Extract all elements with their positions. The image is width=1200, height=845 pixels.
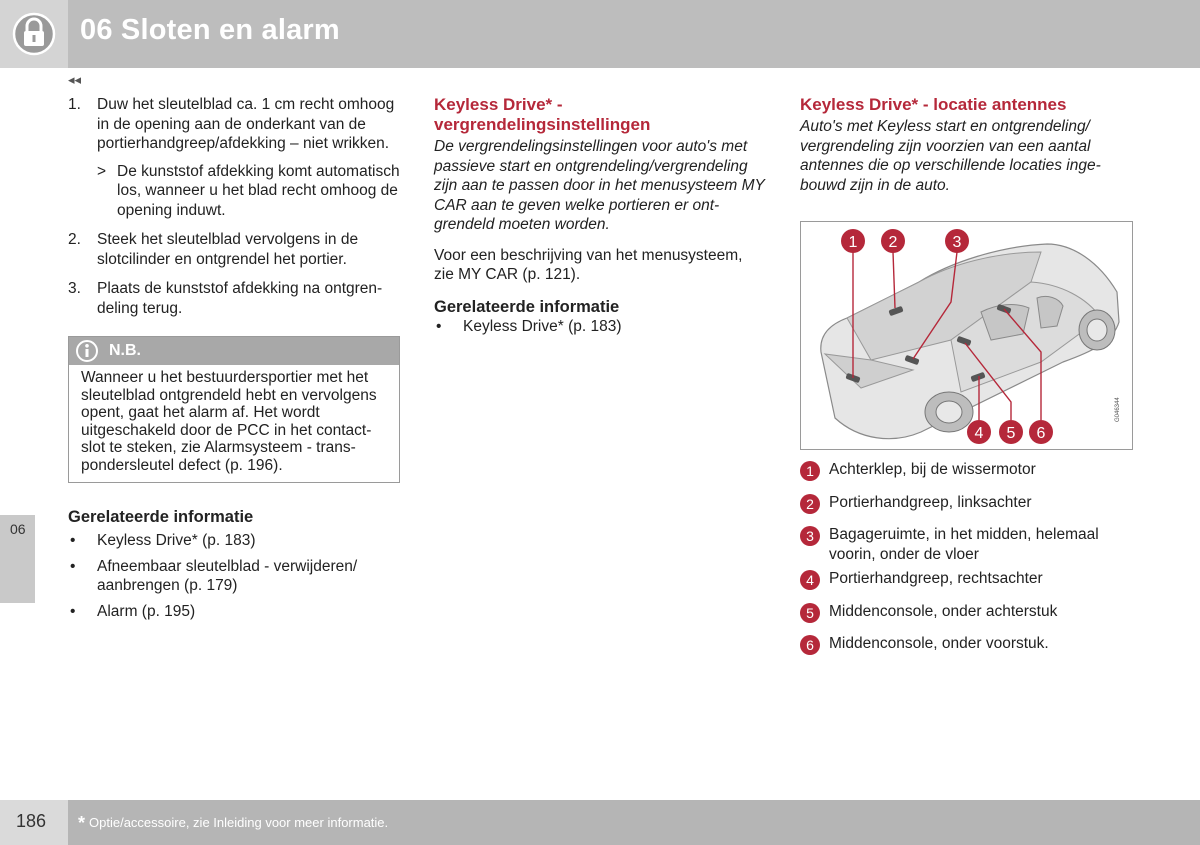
legend-item: [800, 525, 1133, 564]
note-box: [68, 336, 400, 483]
padlock-icon: [0, 0, 68, 68]
svg-text:1: 1: [848, 234, 858, 251]
legend-text: Achterklep, bij de wissermotor: [829, 461, 1036, 478]
related-link-text: Afneembaar sleutelblad - verwijderen/ aanbrengen (p. 179): [97, 557, 358, 594]
note-label: N.B.: [109, 342, 141, 359]
page-number: 186: [16, 811, 47, 831]
related-heading: Gerelateerde informatie: [434, 297, 620, 316]
callout-badge-1: [841, 229, 865, 253]
svg-text:3: 3: [952, 234, 962, 251]
column-2: [434, 95, 766, 336]
callout-badge-4: [967, 420, 991, 444]
related-heading: Gerelateerde informatie: [68, 508, 254, 526]
number-badge: [800, 603, 820, 623]
step-text: Plaats de kunststof afdekking na ontgrendeling terug.: [97, 280, 383, 317]
step-item: [68, 279, 400, 318]
number-badge: [800, 526, 820, 546]
step-text: Duw het sleutelblad ca. 1 cm recht omhoog in de opening aan de onderkant van de portierhandgreep/afdekking – niet wrikken.: [97, 96, 395, 152]
footnote-star: *: [78, 813, 86, 833]
legend-text: Portierhandgreep, rechtsachter: [829, 570, 1043, 587]
page-header: [0, 0, 1200, 68]
antenna-location-figure: [800, 221, 1133, 450]
note-header: [69, 337, 399, 365]
chapter-number: 06: [10, 521, 26, 537]
footnote-text: Optie/accessoire, zie Inleiding voor meer informatie.: [89, 815, 389, 830]
step-result-text: De kunststof afdekking komt automatisch los, wanneer u het blad recht omhoog de opening induwt.: [117, 162, 400, 219]
page-number-box: [0, 800, 68, 845]
previous-page-link[interactable]: ◂◂: [68, 72, 82, 87]
legend-text: Bagageruimte, in het midden, helemaal voorin, onder de vloer: [829, 526, 1099, 563]
svg-text:2: 2: [806, 495, 814, 512]
related-link-text: Keyless Drive* (p. 183): [97, 532, 256, 549]
svg-text:2: 2: [888, 234, 898, 251]
related-link[interactable]: [68, 602, 400, 622]
section-intro: Auto's met Keyless start en ontgrendeling/ vergrendeling zijn voorzien van een aantal antennes die op verschillende locaties ingebouwd zijn in de auto.: [800, 118, 1101, 194]
column-3: [800, 95, 1133, 654]
svg-text:6: 6: [806, 637, 814, 653]
antenna-legend: [800, 460, 1133, 654]
related-link-text: Keyless Drive* (p. 183): [463, 317, 622, 335]
body-text: Voor een beschrijving van het menusysteem, zie MY CAR (p. 121).: [434, 246, 743, 283]
bullet: •: [436, 317, 442, 335]
number-badge: [800, 461, 820, 481]
result-marker: >: [97, 162, 107, 180]
header-icon-box: [0, 0, 68, 68]
callout-badge-3: [945, 229, 969, 253]
svg-text:3: 3: [806, 528, 814, 544]
callout-badge-5: [999, 420, 1023, 444]
bullet: •: [70, 532, 76, 549]
svg-text:1: 1: [806, 463, 814, 479]
svg-text:4: 4: [974, 425, 984, 442]
footnote: [78, 813, 388, 834]
legend-text: Middenconsole, onder achterstuk: [829, 602, 1058, 620]
svg-text:5: 5: [806, 604, 814, 621]
number-badge: [800, 570, 820, 590]
section-title: Keyless Drive* - locatie antennes: [800, 95, 1067, 114]
section-intro: De vergrendelingsinstellingen voor auto's met passieve start en ontgrendeling/vergrendeling zijn aan te passen door in het menusysteem MY CAR aan te geven welke portieren er ontgrendeld moeten worden.: [434, 138, 765, 233]
related-link[interactable]: [434, 317, 766, 337]
legend-item: [800, 493, 1133, 513]
bullet: •: [70, 557, 76, 575]
legend-item: [800, 634, 1133, 654]
legend-item: [800, 460, 1133, 480]
legend-item: [800, 602, 1133, 622]
step-item: [68, 230, 400, 269]
step-number: 3.: [68, 280, 81, 297]
related-link-text: Alarm (p. 195): [97, 602, 196, 620]
column-1: [68, 95, 400, 621]
legend-text: Middenconsole, onder voorstuk.: [829, 635, 1049, 652]
info-icon: [74, 339, 100, 363]
svg-text:6: 6: [1036, 425, 1046, 442]
step-result: [97, 162, 400, 221]
section-title: Keyless Drive* - vergrendelingsinstellingen: [434, 95, 651, 134]
related-link[interactable]: [68, 557, 400, 596]
bullet: •: [70, 602, 76, 620]
callout-badge-2: [881, 229, 905, 253]
step-item: [68, 95, 400, 220]
step-text: Steek het sleutelblad vervolgens in de slotcilinder en ontgrendel het portier.: [97, 231, 359, 268]
number-badge: [800, 494, 820, 514]
svg-text:5: 5: [1006, 425, 1016, 442]
related-link[interactable]: [68, 531, 400, 551]
car-illustration: [801, 222, 1132, 449]
step-number: 2.: [68, 231, 81, 248]
callout-badge-6: [1029, 420, 1053, 444]
svg-text:4: 4: [806, 572, 814, 588]
step-number: 1.: [68, 96, 81, 113]
legend-item: [800, 569, 1133, 589]
figure-code: G046344: [1115, 397, 1121, 422]
note-text: Wanneer u het bestuurdersportier met het sleutelblad ontgrendeld hebt en vervolgens opent, gaat het alarm af. Het wordt uitgeschakeld door de PCC in het contactslot te steken, zie Alarmsysteem - transpondersleutel defect (p. 196).: [81, 369, 377, 474]
page-title: 06 Sloten en alarm: [80, 14, 340, 46]
legend-text: Portierhandgreep, linksachter: [829, 493, 1032, 511]
chapter-tab[interactable]: [0, 515, 35, 603]
number-badge: [800, 635, 820, 655]
